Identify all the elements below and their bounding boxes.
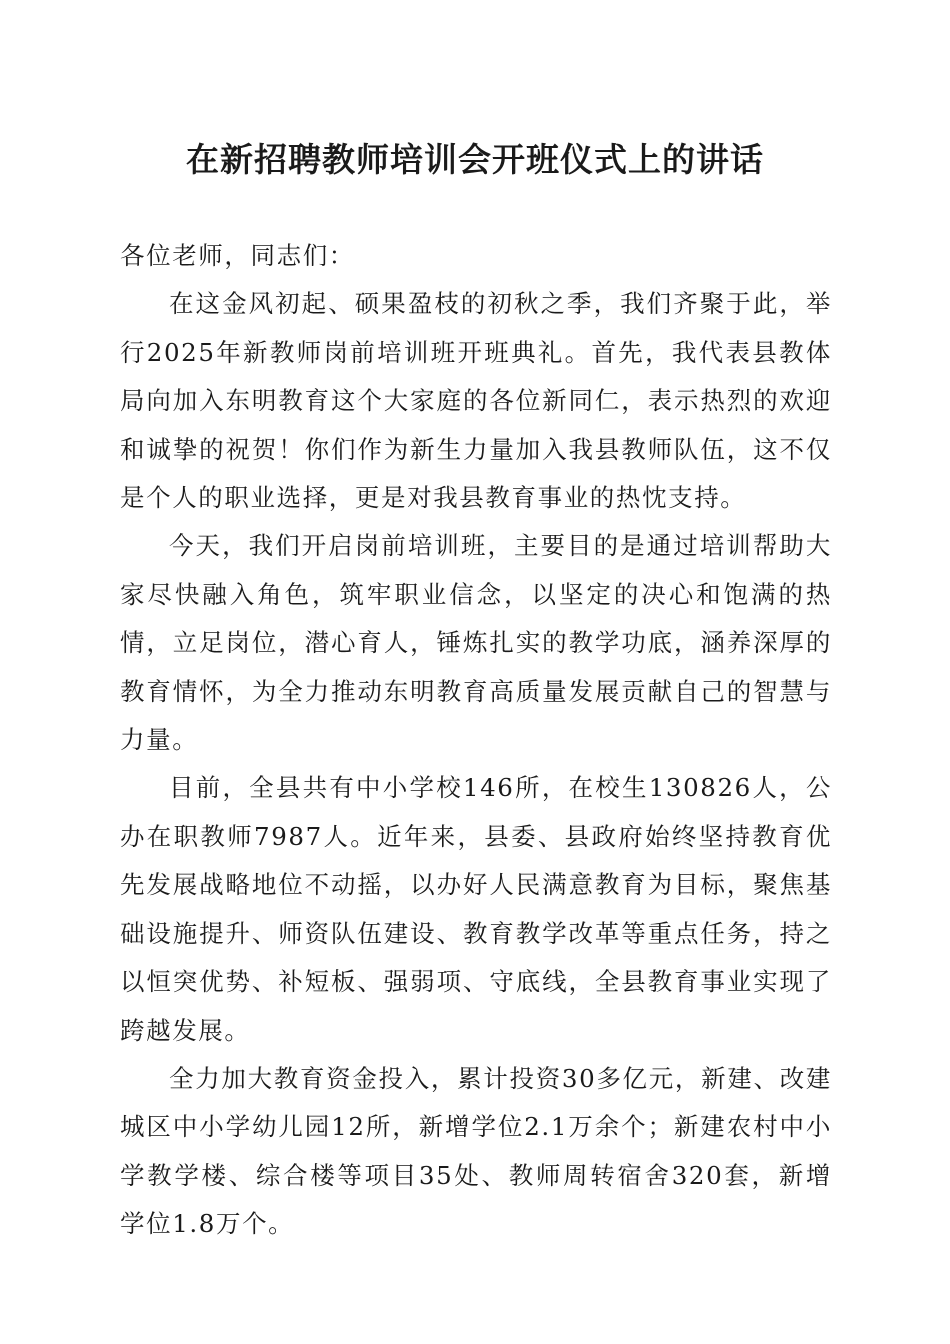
document-body [120,232,832,1249]
paragraph-status: 目前，全县共有中小学校146所，在校生130826人，公办在职教师7987人。近年来，县委、县政府始终坚持教育优先发展战略地位不动摇，以办好人民满意教育为目标，聚焦基础设施提升、师资队伍建设、教育教学改革等重点任务，持之以恒突优势、补短板、强弱项、守底线，全县教育事业实现了跨越发展。 [120,773,832,1045]
paragraph-opening: 在这金风初起、硕果盈枝的初秋之季，我们齐聚于此，举行2025年新教师岗前培训班开班典礼。首先，我代表县教体局向加入东明教育这个大家庭的各位新同仁，表示热烈的欢迎和诚挚的祝贺！你们作为新生力量加入我县教师队伍，这不仅是个人的职业选择，更是对我县教育事业的热忱支持。 [120,289,832,513]
salutation: 各位老师，同志们： [120,241,355,270]
paragraph-purpose: 今天，我们开启岗前培训班，主要目的是通过培训帮助大家尽快融入角色，筑牢职业信念，以坚定的决心和饱满的热情，立足岗位，潜心育人，锤炼扎实的教学功底，涵养深厚的教育情怀，为全力推动东明教育高质量发展贡献自己的智慧与力量。 [120,531,832,755]
document-title: 在新招聘教师培训会开班仪式上的讲话 [186,140,764,179]
paragraph-investment: 全力加大教育资金投入，累计投资30多亿元，新建、改建城区中小学幼儿园12所，新增学位2.1万余个；新建农村中小学教学楼、综合楼等项目35处、教师周转宿舍320套，新增学位1.8万个。 [120,1063,832,1239]
